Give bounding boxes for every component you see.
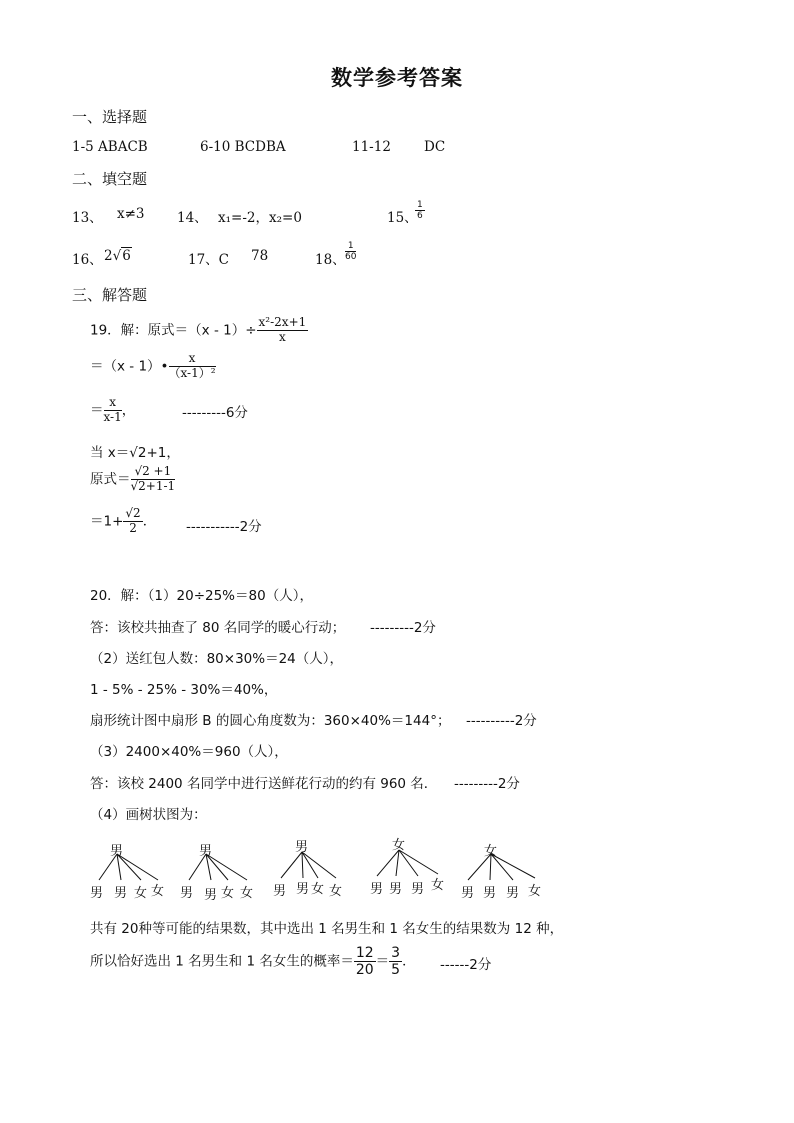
q19-line2-fraction	[169, 352, 216, 381]
tree2-leaf: 男	[180, 886, 194, 901]
q20-line1: 20．解：（1）20÷25%＝80（人），	[90, 588, 313, 604]
section-solve-heading: 三、解答题	[72, 286, 148, 304]
q18-fraction	[345, 241, 356, 263]
q20-line8: （4）画树状图为：	[90, 807, 207, 823]
answers-1-5: 1-5 ABACB	[72, 139, 148, 155]
q19-line6-suffix: ．	[142, 513, 157, 530]
q19-line5-prefix: 原式＝	[90, 471, 131, 488]
tree4-leaf: 男	[370, 882, 384, 897]
q20-line10-suffix: ．	[402, 953, 416, 970]
q19-line2	[90, 352, 216, 381]
tree4-root: 女	[392, 838, 406, 853]
tree3-branch	[281, 852, 302, 878]
q20-score-1: ---------2分	[370, 620, 436, 636]
q20-line10-prefix: 所以恰好选出 1 名男生和 1 名女生的概率＝	[90, 953, 354, 970]
tree2-branch	[206, 854, 247, 880]
tree4-branch	[377, 850, 399, 876]
section-fill-heading: 二、填空题	[72, 170, 148, 188]
tree3-leaf: 男	[296, 882, 310, 897]
probability-fraction-1-den: 20	[355, 962, 374, 979]
tree3-root: 男	[295, 840, 309, 855]
q13-answer: x≠3	[117, 206, 145, 222]
q20-score-2: ----------2分	[466, 713, 537, 729]
q15-label: 15、	[387, 210, 418, 226]
q20-line10-eq: ＝	[375, 953, 390, 970]
q20-line9: 共有 20种等可能的结果数，其中选出 1 名男生和 1 名女生的结果数为 12 种，	[90, 921, 564, 937]
q19-line6-den: 2	[129, 520, 137, 535]
q13-label: 13、	[72, 210, 103, 226]
tree5-leaf: 男	[506, 886, 520, 901]
tree3-leaf: 女	[311, 882, 325, 897]
tree2-root: 男	[199, 844, 213, 859]
tree3-leaf: 男	[273, 884, 287, 899]
q18-denominator: 60	[345, 252, 357, 263]
q19-line3	[90, 396, 135, 425]
q20-line10	[90, 945, 416, 978]
q19-line5-den: √2+1-1	[130, 478, 176, 493]
tree4-leaf: 男	[389, 882, 403, 897]
tree4-branch	[399, 850, 418, 876]
q19-line5-num: √2 +1	[131, 465, 176, 480]
q14-label: 14、	[177, 210, 208, 226]
tree1-root: 男	[110, 844, 124, 859]
q19-score-2: -----------2分	[186, 519, 262, 535]
q17-answer: 78	[251, 248, 269, 264]
probability-fraction-1-num: 12	[355, 945, 374, 961]
tree-diagram	[0, 830, 794, 910]
tree3-branch	[302, 852, 336, 878]
probability-fraction-2	[389, 945, 402, 978]
q20-line6: （3）2400×40%＝960（人），	[90, 744, 288, 760]
answers-11-12-label: 11-12	[352, 139, 391, 155]
q16-sqrt: √6	[112, 248, 131, 264]
q19-line1	[90, 316, 308, 345]
q16-coefficient: 2	[104, 248, 113, 264]
q20-line7: 答：该校 2400 名同学中进行送鲜花行动的约有 960 名．	[90, 776, 438, 792]
q17-label: 17、C	[188, 252, 230, 268]
q20-line4: 1 - 5% - 25% - 30%＝40%，	[90, 682, 278, 698]
q20-line2: 答：该校共抽查了 80 名同学的暖心行动；	[90, 620, 346, 636]
q19-line1-prefix: 19．解：原式＝（x - 1）÷	[90, 322, 257, 339]
tree3-branch	[302, 852, 318, 878]
tree1-leaf: 男	[90, 886, 104, 901]
q19-score-1: ---------6分	[182, 405, 248, 421]
q15-denominator: 6	[417, 211, 423, 222]
q18-label: 18、	[315, 252, 346, 268]
section-choice-heading: 一、选择题	[72, 108, 148, 126]
q19-line3-fraction	[104, 396, 122, 425]
q16-label: 16、	[72, 252, 103, 268]
tree5-branch	[491, 854, 535, 878]
q19-line6	[90, 507, 156, 536]
tree5-leaf: 男	[461, 886, 475, 901]
q16-radicand: 6	[122, 248, 131, 264]
tree1-leaf: 女	[151, 884, 165, 899]
q19-line3-num: x	[104, 396, 122, 411]
probability-fraction-2-num: 3	[391, 945, 401, 961]
tree2-leaf: 男	[204, 888, 218, 903]
q20-line3: （2）送红包人数：80×30%＝24（人），	[90, 651, 344, 667]
q16-answer	[104, 248, 132, 264]
q15-fraction	[415, 200, 425, 222]
q19-line2-num: x	[169, 352, 216, 367]
q19-line2-den: （x-1）²	[168, 365, 216, 380]
q19-line1-den: x	[279, 329, 286, 344]
tree3-branch	[302, 852, 303, 878]
q15-numerator: 1	[417, 200, 423, 210]
q19-line6-prefix: ＝1+	[90, 513, 124, 530]
answers-6-10: 6-10 BCDBA	[200, 139, 286, 155]
page-title: 数学参考答案	[331, 65, 463, 90]
tree4-leaf: 女	[431, 878, 445, 893]
tree4-branch	[399, 850, 438, 874]
tree2-leaf: 女	[221, 886, 235, 901]
q19-line6-fraction	[123, 507, 142, 536]
q19-line2-prefix: ＝（x - 1）•	[90, 358, 169, 375]
tree5-root: 女	[484, 844, 498, 859]
tree5-leaf: 女	[528, 884, 542, 899]
tree4-leaf: 男	[411, 882, 425, 897]
tree5-leaf: 男	[483, 886, 497, 901]
tree4-branch	[396, 850, 399, 876]
tree3-leaf: 女	[329, 884, 343, 899]
q18-numerator: 1	[345, 241, 356, 252]
tree1-leaf: 男	[114, 886, 128, 901]
q19-line3-suffix: ，	[121, 402, 136, 419]
q20-line5: 扇形统计图中扇形 B 的圆心角度数为：360×40%＝144°；	[90, 713, 451, 729]
q19-line5	[90, 465, 175, 494]
tree2-leaf: 女	[240, 886, 254, 901]
tree1-leaf: 女	[134, 886, 148, 901]
q20-score-4: ------2分	[440, 957, 492, 973]
q19-line4: 当 x＝√2+1，	[90, 445, 180, 461]
q19-line1-num: x²-2x+1	[258, 315, 307, 329]
answers-11-12: DC	[424, 139, 446, 155]
q19-line3-prefix: ＝	[90, 402, 104, 419]
q20-score-3: ---------2分	[454, 776, 520, 792]
q14-answer: x₁=-2，x₂=0	[218, 210, 302, 226]
probability-fraction-1	[354, 945, 376, 978]
q19-line5-fraction	[131, 465, 176, 494]
q19-line1-fraction	[257, 316, 309, 345]
probability-fraction-2-den: 5	[391, 962, 401, 979]
q19-line3-den: x-1	[103, 409, 122, 424]
q19-line6-num: √2	[125, 506, 141, 520]
